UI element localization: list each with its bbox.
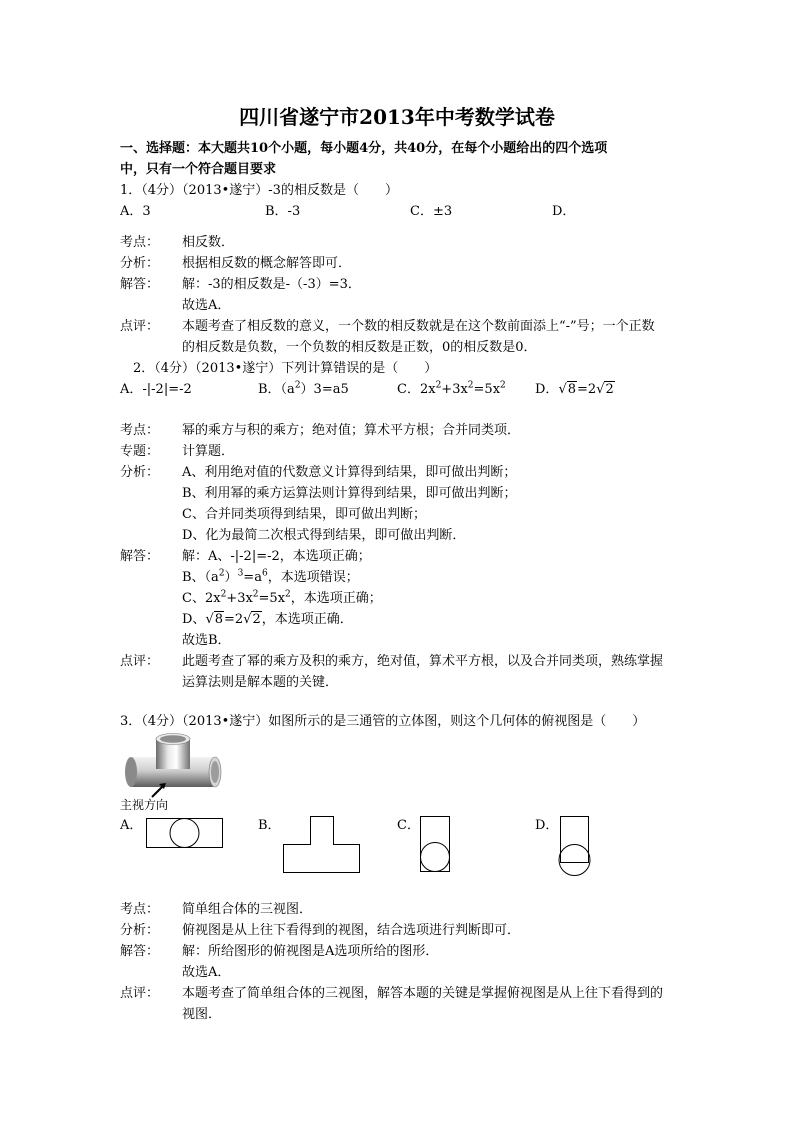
page-title: 四川省遂宁市2013年中考数学试卷 <box>239 105 555 129</box>
q3-jieda-line1: 解：所给图形的俯视图是A选项所给的图形． <box>182 944 439 959</box>
q2-dianping-label: 点评： <box>120 654 160 669</box>
q2-dianping-line1: 此题考查了幂的乘方及积的乘方，绝对值，算术平方根，以及合并同类项，熟练掌握 <box>182 654 664 669</box>
q1-kaodian: 相反数． <box>182 235 235 250</box>
q3-option-b-figure <box>283 816 363 874</box>
q2-fenxi-label: 分析： <box>120 465 160 480</box>
q3-kaodian: 简单组合体的三视图． <box>182 902 313 917</box>
q3-dianping-line2: 视图． <box>182 1007 222 1022</box>
q2-option-b: B．$(a^2)3=a5$ <box>258 380 349 397</box>
q1-kaodian-label: 考点： <box>120 235 160 250</box>
q1-option-a: A．3 <box>120 204 151 219</box>
q3-stem: 3．（4分）（2013•遂宁）如图所示的是三通管的立体图，则这个几何体的俯视图是（ ） <box>120 714 646 729</box>
q1-option-c: C．±3 <box>410 204 453 219</box>
q3-option-c: C． <box>397 818 420 833</box>
q2-fenxi-line4: D、化为最简二次根式得到结果，即可做出判断． <box>182 528 466 543</box>
q2-kaodian: 幂的乘方与积的乘方；绝对值；算术平方根；合并同类项． <box>182 423 521 438</box>
q1-jieda-line1: 解：-3的相反数是-（-3）=3． <box>182 277 361 292</box>
q3-fenxi: 俯视图是从上往下看得到的视图，结合选项进行判断即可． <box>182 923 521 938</box>
q2-fenxi-line2: B、利用幂的乘方运算法则计算得到结果，即可做出判断； <box>182 486 517 501</box>
tee-pipe-image <box>124 733 224 799</box>
q2-jieda-line3: C、$2x^2+3x^2=5x^2$，本选项正确； <box>182 589 382 606</box>
section-header-line1: 一、选择题：本大题共10个小题，每小题4分，共40分，在每个小题给出的四个选项 <box>120 141 608 156</box>
q2-zhuanti: 计算题． <box>182 444 235 459</box>
q2-fenxi-line3: C、合并同类项得到结果，即可做出判断； <box>182 507 426 522</box>
q2-jieda-line5: 故选B． <box>182 633 231 648</box>
q1-option-d: D． <box>552 204 576 219</box>
q2-stem: 2．（4分）（2013•遂宁）下列计算错误的是（ ） <box>133 361 438 376</box>
q3-jieda-line2: 故选A． <box>182 965 231 980</box>
q1-jieda-label: 解答： <box>120 277 160 292</box>
q1-dianping-line2: 的相反数是负数，一个负数的相反数是正数，0的相反数是0． <box>182 340 537 355</box>
q2-option-a: A．-|-2|=-2 <box>120 382 192 397</box>
q1-fenxi: 根据相反数的概念解答即可． <box>182 256 352 271</box>
q2-option-c: C．$2x^2+3x^2=5x^2$ <box>397 380 506 397</box>
q3-option-c-figure <box>420 816 452 874</box>
q3-kaodian-label: 考点： <box>120 902 160 917</box>
q3-fenxi-label: 分析： <box>120 923 160 938</box>
q1-option-b: B．-3 <box>265 204 301 219</box>
q3-option-b: B． <box>258 818 281 833</box>
q2-jieda-label: 解答： <box>120 549 160 564</box>
q1-stem: 1．（4分）（2013•遂宁）-3的相反数是（ ） <box>120 183 398 198</box>
q2-jieda-line4: D、√8=2√2，本选项正确． <box>182 612 353 627</box>
q3-option-d: D． <box>535 818 559 833</box>
view-direction-label: 主视方向 <box>120 798 169 812</box>
q2-dianping-line2: 运算法则是解本题的关键． <box>182 675 339 690</box>
q3-option-a: A． <box>120 818 143 833</box>
q3-jieda-label: 解答： <box>120 944 160 959</box>
section-header-line2: 中，只有一个符合题目要求 <box>120 162 277 177</box>
q2-jieda-line1: 解：A、-|-2|=-2，本选项正确； <box>182 549 371 564</box>
q3-dianping-line1: 本题考查了简单组合体的三视图，解答本题的关键是掌握俯视图是从上往下看得到的 <box>182 986 664 1001</box>
q1-jieda-line2: 故选A． <box>182 298 231 313</box>
q2-zhuanti-label: 专题： <box>120 444 160 459</box>
q2-option-d: D．√8=2√2 <box>535 382 614 397</box>
q3-dianping-label: 点评： <box>120 986 160 1001</box>
q1-dianping-line1: 本题考查了相反数的意义，一个数的相反数就是在这个数前面添上“-”号；一个正数 <box>182 319 655 334</box>
q1-dianping-label: 点评： <box>120 319 160 334</box>
q3-option-d-figure <box>558 816 592 878</box>
q1-fenxi-label: 分析： <box>120 256 160 271</box>
q2-kaodian-label: 考点： <box>120 423 160 438</box>
q3-option-a-figure <box>146 818 226 850</box>
q2-jieda-line2: B、$(a^2)^3=a^6$，本选项错误； <box>182 568 359 585</box>
q2-fenxi-line1: A、利用绝对值的代数意义计算得到结果，即可做出判断； <box>182 465 517 480</box>
